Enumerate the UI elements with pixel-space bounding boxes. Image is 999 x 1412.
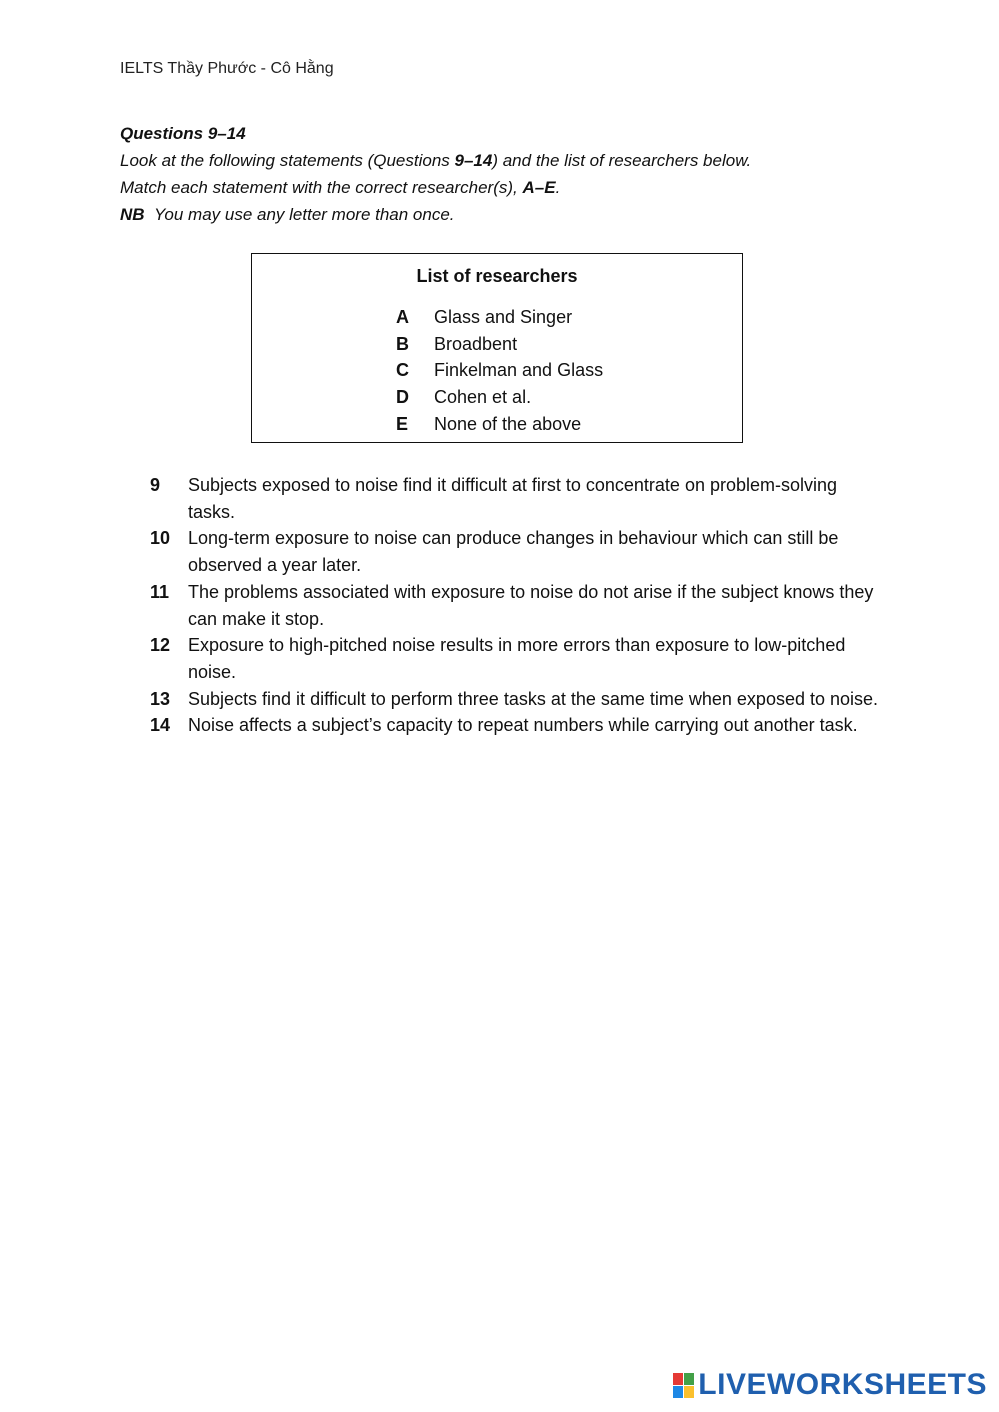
researcher-letter: A: [396, 307, 409, 327]
question-text: Subjects find it difficult to perform three tasks at the same time when exposed to noise.: [188, 688, 879, 709]
question-text: Noise affects a subject’s capacity to repeat numbers while carrying out another task.: [188, 715, 858, 736]
logo-icon: [673, 1373, 694, 1398]
researcher-letter: C: [396, 360, 409, 381]
page-header: IELTS Thầy Phước - Cô Hằng: [120, 60, 334, 77]
researcher-name: Cohen et al.: [434, 387, 532, 408]
researcher-letter: E: [396, 413, 409, 434]
researcher-name: None of the above: [434, 413, 582, 434]
researcher-option: [396, 357, 603, 384]
researchers-box: [251, 253, 743, 443]
researcher-name: Finkelman and Glass: [434, 360, 604, 381]
question-number: 10: [150, 528, 171, 549]
questions-title: Questions 9–14: [120, 124, 246, 143]
question-list: [150, 472, 880, 739]
question-item: [150, 686, 880, 713]
question-text: Exposure to high-pitched noise results in more errors than exposure to low-pitched noise.: [188, 635, 846, 682]
liveworksheets-logo: [673, 1370, 987, 1400]
researcher-letter: D: [396, 387, 409, 408]
researchers-title: List of researchers: [416, 266, 578, 286]
researcher-name: Glass and Singer: [434, 307, 573, 327]
researcher-option: [396, 384, 603, 411]
researchers-list: [396, 304, 603, 437]
question-number: 12: [150, 635, 171, 656]
researcher-name: Broadbent: [434, 333, 518, 354]
question-number: 11: [150, 581, 170, 602]
researcher-letter: B: [396, 333, 409, 354]
question-text: Subjects exposed to noise find it difficult at first to concentrate on problem-solving tasks.: [188, 475, 838, 522]
researcher-option: [396, 411, 603, 438]
instructions: [120, 120, 751, 228]
nb-line: NB You may use any letter more than once.: [120, 205, 455, 224]
instruction-line-2: Match each statement with the correct researcher(s), A–E.: [120, 178, 561, 197]
question-number: 9: [150, 475, 161, 495]
question-number: 14: [150, 715, 171, 736]
question-item: [150, 472, 880, 525]
instruction-line-1: Look at the following statements (Questions 9–14) and the list of researchers below.: [120, 151, 752, 170]
question-number: 13: [150, 688, 171, 709]
question-item: [150, 525, 880, 578]
researcher-option: [396, 304, 603, 331]
question-item: [150, 712, 880, 739]
question-text: Long-term exposure to noise can produce changes in behaviour which can still be observed a year later.: [188, 528, 839, 576]
question-item: [150, 579, 880, 632]
logo-text: LIVEWORKSHEETS: [698, 1368, 987, 1401]
question-text: The problems associated with exposure to noise do not arise if the subject knows they can make it stop.: [188, 581, 874, 629]
question-item: [150, 632, 880, 685]
researcher-option: [396, 331, 603, 358]
